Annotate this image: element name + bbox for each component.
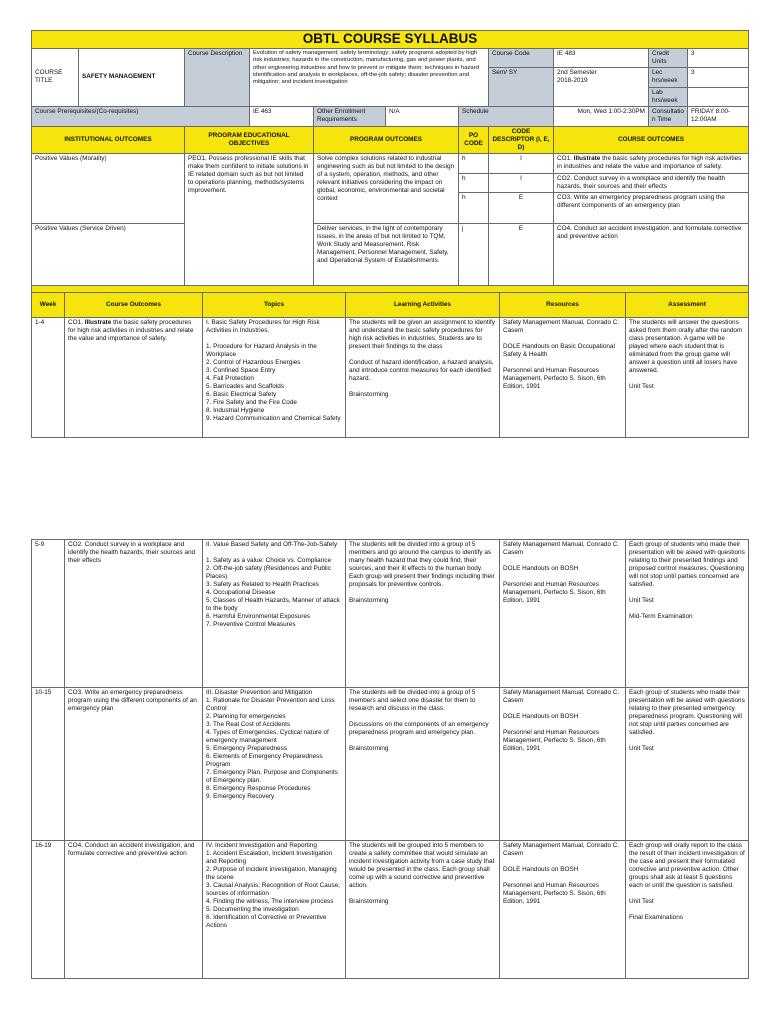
outcome-cell [65,318,203,438]
peo-header: PROGRAM EDUCATIONAL OBJECTIVES [185,126,314,153]
outcome-cell [65,688,203,841]
schedule-label: Schedule [459,106,554,126]
co-label: CO2. [68,541,83,548]
co-label: CO4. [68,842,83,849]
assessment-cell: The students will answer the questions asked from them orally after the random class presentation. A game will be played where each student that is eliminated from the group game will answer a question until all losers have answered. Unit Test [626,318,749,438]
co-verb: Illustrate [573,154,601,162]
table-row [32,841,749,979]
credit-units-label: Credit Units [649,48,688,67]
week-cell: 10-15 [32,688,65,841]
table-row [32,688,749,841]
schedule-value: Mon, Wed 1:00-2:30PM [554,106,649,126]
resources-cell: Safety Management Manual, Conrado C. Casem DOLE Handouts on BOSH Personnel and Human Resources Management, Perfecto S. Sison, 6th Edition, 1991 [500,688,626,841]
topics-cell: III. Disaster Prevention and Mitigation 1. Rationale for Disaster Prevention and Loss Control 2. Planning for emergencies 3. The Real Cost of Accidents 4. Types of Emergencies, Cyclical nature of emergency management 5. Emergency Preparedness 6. Elements of Emergency Preparedness Program 7. Emergency Plan, Purpose and Components of Emergency plan. 8. Emergency Response Procedures 9. Emergency Recovery [203,688,346,841]
activities-cell: The students will be grouped into 5 members to create a safety committee that would simulate an incident investigation activity from a case study that would be presented in the class. Each group shall come up with a sound corrective and preventive action. Brainstorming [346,841,500,979]
week-cell: 5-9 [32,540,65,688]
syllabus-top-table [31,30,749,298]
course-description: Evolution of safety management; safety terminology; safety programs adopted by high risk industries; hazards in the construction, manufacturing, gas and power plants, and other engineering industries and how to prevent or mitigate them; techniques in hazard identification and analysis in workplaces, off-the-job safety; disaster prevention and mitigation; and incident investigation [250,48,489,106]
lec-value: 3 [688,67,749,87]
other-req-value: N/A [386,106,459,126]
course-outcome-2 [554,173,749,192]
outcome-cell [65,841,203,979]
code-descriptor: I [489,153,554,173]
activities-cell: The students will be divided into a group of 5 members and go around the campus to identify as many health hazard that they could find, their sources, and their ill effects to the human body. Each group will present their findings including their proposals for preventive controls. Brainstorming [346,540,500,688]
po-code: j [459,223,489,285]
lab-value [688,87,749,106]
po-code-header: PO CODE [459,126,489,153]
co-label: CO2. [557,174,572,182]
assessment-cell: Each group of students who made their presentation will be asked with questions relating to their presented findings and proposed control measures. Questioning will not stop until parties concerned are satisfied. Unit Test Mid-Term Examination [626,540,749,688]
course-description-label: Course Description [185,48,250,106]
course-title-label: COURSE TITLE [32,48,79,106]
code-descriptor: I [489,173,554,192]
consultation-value: FRIDAY 8:00-12:00AM [688,106,749,126]
outcome-cell [65,540,203,688]
program-outcome-1: Solve complex solutions related to industrial engineering such as but not limited to the design of a system, operation, methods, and other relevant initiatives considering the impact on global, economic, environmental and societal context [314,153,459,223]
school-year: 2018-2019 [557,76,588,84]
topics-cell: II. Value Based Safety and Off-The-Job-Safety 1. Safety as a value: Choice vs. Compliance 2. Off-the-job safety (Residences and Public Places) 3. Safety as Related to Health Practices 4. Occupational Disease 5. Classes of Health Hazards, Manner of attack to the body 6. Harmful Environmental Exposures 7. Preventive Control Measures [203,540,346,688]
co-text: Conduct survey in a workplace and identify the health hazards, their sources and their effects [557,174,726,190]
table-row [32,540,749,688]
lec-label: Lec hrs/week [649,67,688,87]
table-row [32,318,749,438]
po-code: h [459,173,489,192]
course-code: IE 483 [554,48,649,67]
credit-units: 3 [688,48,749,67]
co-label: CO3. [68,689,83,696]
program-outcome-2: Deliver services, in the light of contemporary issues, in the areas of but not limited to TQM, Work Study and Measurement, Risk Management, Personnel Management, Safety, and Operational System of Establishments. [314,223,459,285]
code-descriptor: E [489,192,554,223]
topics-header: Topics [203,293,346,318]
topics-cell: I. Basic Safety Procedures for High Risk Activities in Industries. 1. Procedure for Hazard Analysis in the Workplace 2. Control of Hazardous Energies 3. Confined Space Entry 4. Fall Protection 5. Barricades and Scaffolds 6. Basic Electrical Safety 7. Fire Safety and the Fire Code 8. Industrial Hygiene 9. Hazard Communication and Chemical Safety [203,318,346,438]
code-descriptor-header: CODE DESCRIPTOR (I, E, D) [489,126,554,153]
institutional-outcomes-header: INSTITUTIONAL OUTCOMES [32,126,185,153]
code-descriptor: E [489,223,554,285]
co-label: CO1. [68,319,83,326]
learning-activities-header: Learning Activities [346,293,500,318]
course-code-label: Course Code [489,48,554,67]
consultation-label: Consultation Time [649,106,688,126]
co-text: Conduct an accident investigation, and formulate corrective and preventive action [68,842,195,857]
co-label: CO3. [557,193,572,201]
sem-value [554,67,649,106]
activities-cell: The students will be given an assignment to identify and understand the basic safety procedures for high risk activities in industries. Students are to present their findings to the class Conduct of hazard identification, a hazard analysis, and introduce control measures for each identified hazard. Brainstorming [346,318,500,438]
course-outcomes-col-header: Course Outcomes [65,293,203,318]
assessment-cell: Each group will orally report to the class the result of their incident investigation of the case and present their formulated corrective and preventive action. Other groups shall ask at least 5 questions each or until the question is satisfied. Unit Test Final Examinations [626,841,749,979]
co-verb: Illustrate [84,319,112,326]
co-label: CO4. [557,224,572,232]
semester: 2nd Semester [557,68,597,76]
resources-cell: Safety Management Manual, Conrado C. Casem DOLE Handouts on Basic Occupational Safety & Health Personnel and Human Resources Management, Perfecto S. Sison, 6th Edition, 1991 [500,318,626,438]
co-text: Write an emergency preparedness program using the different components of an emergency plan [68,689,197,712]
assessment-cell: Each group of students who made their presentation will be asked with questions relating to their presented emergency preparedness program. Questioning will not stop until parties concerned are satisfied. Unit Test [626,688,749,841]
program-outcomes-header: PROGRAM OUTCOMES [314,126,459,153]
lab-label: Lab hrs/week [649,87,688,106]
prereq-value: IE 463 [250,106,314,126]
week-cell: 16-19 [32,841,65,979]
institutional-outcome-1: Positive Values (Morality) [32,153,185,223]
po-code: h [459,192,489,223]
weekly-schedule-table-continued [31,539,749,979]
course-outcomes-header: COURSE OUTCOMES [554,126,749,153]
week-header: Week [32,293,65,318]
course-outcome-1 [554,153,749,173]
course-title: SAFETY MANAGEMENT [79,48,185,106]
prereq-label: Course Prerequisites/(Co-requisites) [32,106,250,126]
resources-cell: Safety Management Manual, Conrado C. Casem DOLE Handouts on BOSH Personnel and Human Resources Management, Perfecto S. Sison, 6th Edition, 1991 [500,540,626,688]
weekly-schedule-table [31,292,749,438]
po-code: h [459,153,489,173]
sem-label: Sem/ SY [489,67,554,106]
institutional-outcome-2: Positive Values (Service Driven) [32,223,185,285]
peo-1: PEO1. Possess professional IE skills that make them confident to initiate solutions in IE related domain such as but not limited to operations planning, methods/systems improvement. [185,153,314,285]
co-label: CO1. [557,154,572,162]
co-text: Conduct an accident investigation, and formulate corrective and preventive action [557,224,742,240]
other-req-label: Other Enrollment Requirements [314,106,386,126]
course-outcome-4 [554,223,749,285]
resources-header: Resources [500,293,626,318]
activities-cell: The students will be divided into a group of 5 members and select one disaster for them to research and discuss in the class. Discussions on the components of an emergency preparedness program and emergency plan. Brainstorming [346,688,500,841]
week-cell: 1-4 [32,318,65,438]
assessment-header: Assessment [626,293,749,318]
co-text: the basic safety procedures for high risk activities in industries and relate the value and importance of safety. [68,319,194,342]
course-outcome-3 [554,192,749,223]
co-text: Conduct survey in a workplace and identify the health hazards, their sources and their effects [68,541,196,564]
co-text: the basic safety procedures for high risk activities in industries and relate the value and importance of safety. [557,154,742,170]
resources-cell: Safety Management Manual, Conrado C. Casem DOLE Handouts on BOSH Personnel and Human Resources Management, Perfecto S. Sison, 6th Edition, 1991 [500,841,626,979]
topics-cell: IV. Incident Investigation and Reporting 1. Accident Escalation, Incident Investigation and Reporting 2. Purpose of incident investigation, Managing the scene 3. Causal Analysis; Recognition of Root Cause, sources of information 4. Finding the witness, The interview process 5. Documenting the investigation 6. Identification of Corrective or Preventive Actions [203,841,346,979]
co-text: Write an emergency preparedness program using the different components of an emergency plan [557,193,725,209]
page-title: OBTL COURSE SYLLABUS [32,31,749,49]
